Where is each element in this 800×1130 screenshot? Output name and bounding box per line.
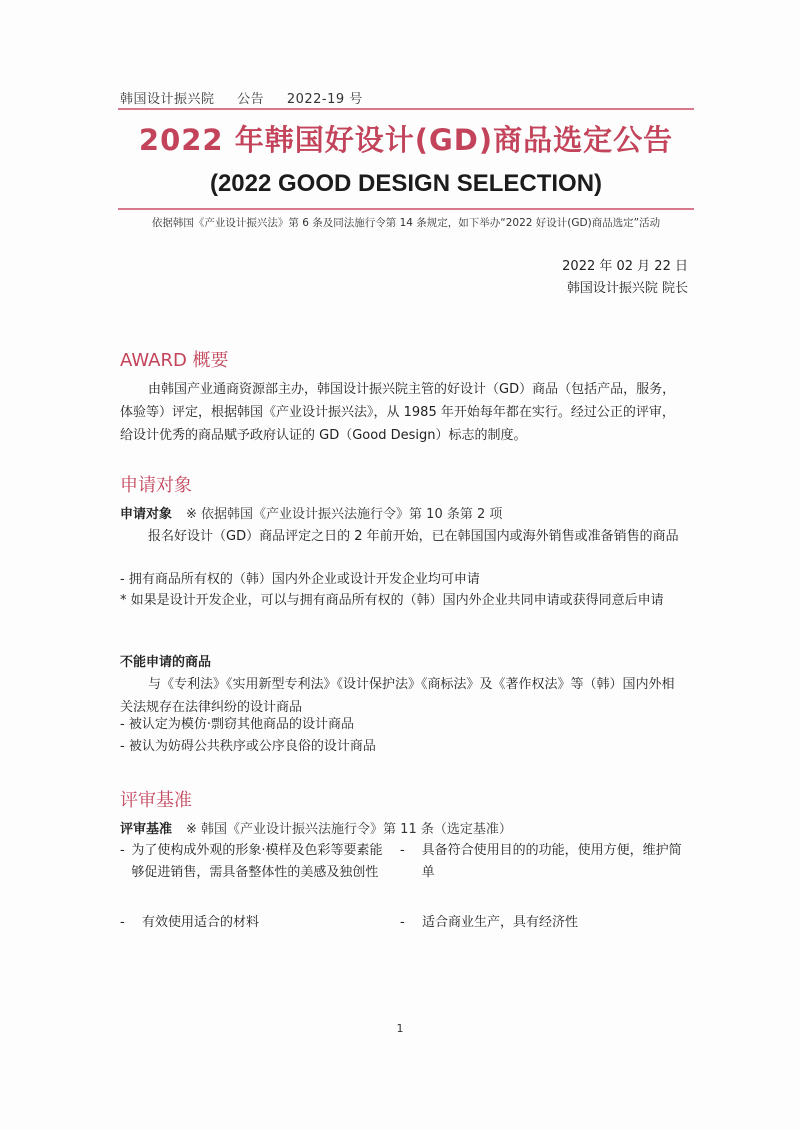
issuer-org: 韩国设计振兴院 [120,92,215,107]
eligibility-label-row [120,503,686,526]
ineligible-item-1: - 被认定为模仿·剽窃其他商品的设计商品 [120,717,354,732]
criteria-label: 评审基准 [120,822,173,837]
award-body: 由韩国产业通商资源部主办，韩国设计振兴院主管的好设计（GD）商品（包括产品，服务，体验等）评定，根据韩国《产业设计振兴法》，从 1985 年开始每年都在实行。经过公正的评审，给设计优秀的商品赋予政府认证的 GD（Good Design）标志的制度。 [120,382,676,443]
eligibility-label: 申请对象 [120,507,173,522]
top-divider [118,108,694,110]
notice-header [120,88,381,107]
award-heading: AWARD 概要 [120,350,229,371]
eligibility-body: 报名好设计（GD）商品评定之日的 2 年前开始，已在韩国国内或海外销售或准备销售的商品 [148,529,679,544]
dash-marker: - [120,843,125,858]
criterion-2 [400,840,690,884]
criterion-4-text: 适合商业生产，具有经济性 [422,915,579,930]
ineligible-item-2: - 被认为妨碍公共秩序或公序良俗的设计商品 [120,739,376,754]
eligibility-heading: 申请对象 [120,475,192,496]
ineligible-label: 不能申请的商品 [120,655,212,670]
notice-number: 2022-19 号 [286,92,363,107]
title-divider [118,208,694,210]
page-number: 1 [396,1022,404,1035]
page-title: 2022 年韩国好设计(GD)商品选定公告 [138,123,674,157]
dash-marker: - [400,915,405,930]
legal-basis: 依据韩国《产业设计振兴法》第 6 条及同法施行令第 14 条规定，如下举办“2022 好设计(GD)商品选定”活动 [151,217,661,229]
eligibility-reference: ※ 依据韩国《产业设计振兴法施行令》第 10 条第 2 项 [186,507,503,522]
criteria-label-row [120,818,686,841]
notice-type: 公告 [237,92,265,107]
eligibility-item-2: * 如果是设计开发企业，可以与拥有商品所有权的（韩）国内外企业共同申请或获得同意后申请 [120,593,664,608]
criteria-heading: 评审基准 [120,790,192,811]
criterion-1 [120,840,390,884]
criterion-3 [120,912,390,934]
dash-marker: - [120,915,125,930]
page-subtitle: (2022 GOOD DESIGN SELECTION) [209,170,603,197]
criterion-3-text: 有效使用适合的材料 [142,915,260,930]
criterion-4 [400,912,690,934]
signatory: 韩国设计振兴院 院长 [566,281,688,296]
eligibility-item-1: - 拥有商品所有权的（韩）国内外企业或设计开发企业均可申请 [120,572,480,587]
dash-marker: - [400,843,405,858]
criteria-reference: ※ 韩国《产业设计振兴法施行令》第 11 条（选定基准） [186,822,512,837]
ineligible-body: 与《专利法》《实用新型专利法》《设计保护法》《商标法》及《著作权法》等（韩）国内外相关法规存在法律纠纷的设计商品 [120,677,675,715]
issue-date: 2022 年 02 月 22 日 [562,259,688,274]
criterion-1-text: 为了使构成外观的形象·模样及色彩等要素能够促进销售，需具备整体性的美感及独创性 [131,843,383,880]
date-signature-block [562,256,688,300]
criterion-2-text: 具备符合使用目的的功能，使用方便，维护简单 [421,843,682,880]
